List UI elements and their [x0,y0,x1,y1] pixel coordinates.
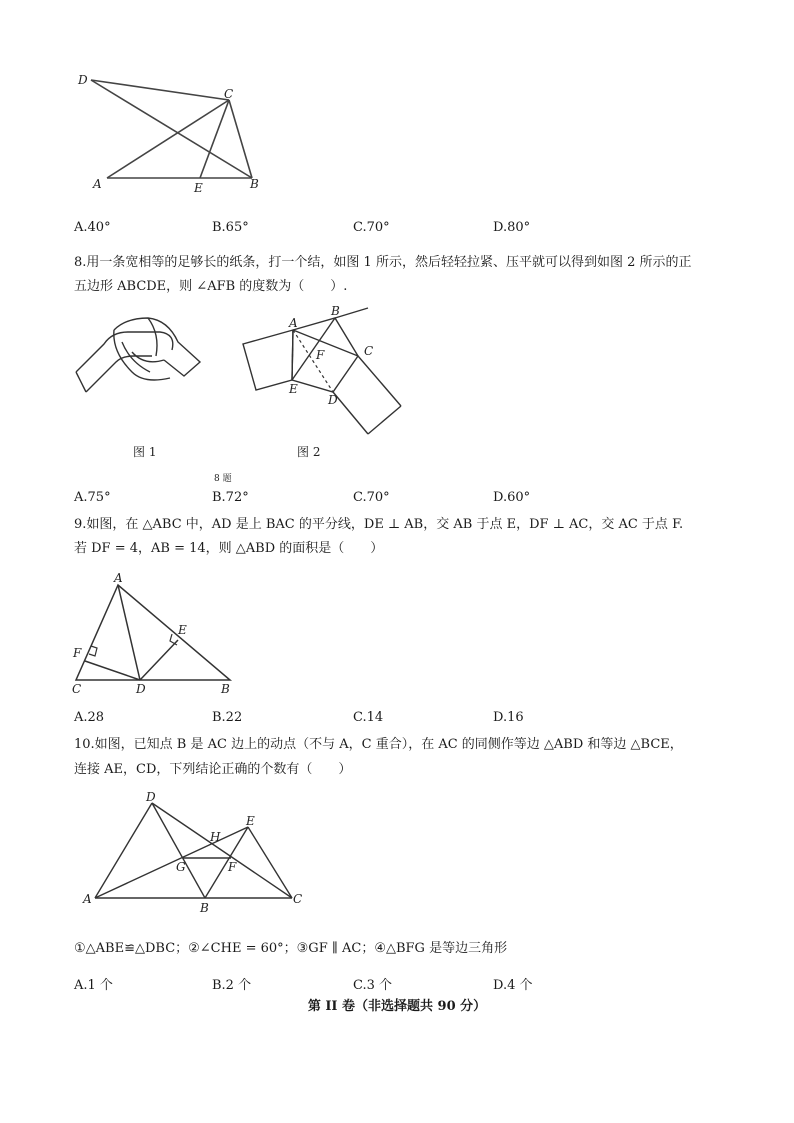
q9-label-e: E [178,623,187,637]
q8-label-f: F [316,348,325,362]
q9-option-d[interactable]: D.16 [493,710,524,725]
q10-option-b[interactable]: B.2 个 [212,978,252,993]
q10-option-a[interactable]: A.1 个 [74,978,113,993]
q7-label-b: B [250,177,259,191]
q8-option-a[interactable]: A.75° [74,490,111,505]
q9-label-b: B [221,682,230,696]
q7-option-c[interactable]: C.70° [353,220,390,235]
q7-label-a: A [93,177,102,191]
q10-label-c: C [293,892,303,906]
q7-option-b[interactable]: B.65° [212,220,249,235]
q10-label-a: A [83,892,92,906]
q8-label-e: E [289,382,298,396]
q10-label-e: E [246,814,255,828]
q10-label-f: F [228,860,237,874]
q9-option-b[interactable]: B.22 [212,710,243,725]
q8-fig-note: 8 题 [214,474,232,484]
q10-option-c[interactable]: C.3 个 [353,978,393,993]
q8-label-d: D [328,393,338,407]
q10-label-g: G [176,860,186,874]
q9-label-f: F [73,646,82,660]
q8-fig1-caption: 图 1 [133,445,157,459]
q7-option-d[interactable]: D.80° [493,220,531,235]
q8-label-c: C [364,344,374,358]
q8-label-a: A [289,316,298,330]
q10-label-b: B [200,901,209,915]
q7-label-c: C [224,87,234,101]
q8-label-b: B [331,304,340,318]
q8-fig2-caption: 图 2 [297,445,321,459]
q8-option-c[interactable]: C.70° [353,490,390,505]
q9-label-d: D [136,682,146,696]
q9-option-c[interactable]: C.14 [353,710,384,725]
q7-option-a[interactable]: A.40° [74,220,111,235]
q10-conclusions: ①△ABE≌△DBC；②∠CHE = 60°；③GF ∥ AC；④△BFG 是等边三角形 [74,941,508,956]
q8-option-d[interactable]: D.60° [493,490,531,505]
q9-question-line2: 若 DF = 4，AB = 14，则 △ABD 的面积是（ ） [74,541,384,556]
q10-label-d: D [146,790,156,804]
q10-question-line1: 10.如图，已知点 B 是 AC 边上的动点（不与 A，C 重合），在 AC 的同侧作等边 △ABD 和等边 △BCE， [74,737,683,752]
q10-option-d[interactable]: D.4 个 [493,978,533,993]
q9-question-line1: 9.如图，在 △ABC 中，AD 是上 BAC 的平分线，DE ⊥ AB，交 AB 于点 E，DF ⊥ AC，交 AC 于点 F. [74,517,684,532]
q9-option-a[interactable]: A.28 [74,710,105,725]
q10-question-line2: 连接 AE，CD，下列结论正确的个数有（ ） [74,762,352,777]
q9-label-a: A [114,571,123,585]
q8-question-line1: 8.用一条宽相等的足够长的纸条，打一个结，如图 1 所示，然后轻轻拉紧、压平就可以得到如图 2 所示的正 [74,255,692,270]
q7-label-d: D [78,73,88,87]
q8-option-b[interactable]: B.72° [212,490,249,505]
q9-label-c: C [72,682,82,696]
q10-label-h: H [210,830,221,844]
q7-label-e: E [194,181,203,195]
q8-question-line2: 五边形 ABCDE，则 ∠AFB 的度数为（ ）. [74,279,348,294]
section-title: 第 II 卷（非选择题共 90 分） [307,999,487,1014]
